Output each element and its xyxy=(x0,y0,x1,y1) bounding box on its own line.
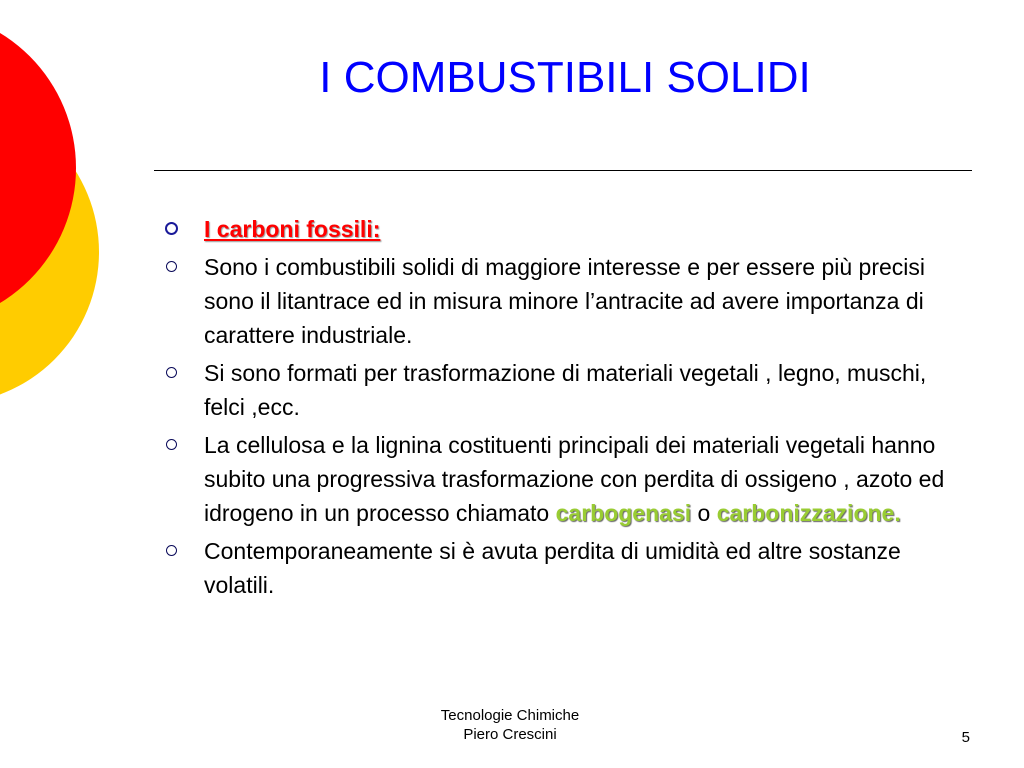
bullet-item xyxy=(160,428,970,530)
page-number: 5 xyxy=(961,729,970,746)
bullet-item xyxy=(160,356,970,424)
bullet-list xyxy=(160,212,970,606)
bullet-text: Si sono formati per trasformazione di materiali vegetali , legno, muschi, felci ,ecc. xyxy=(204,360,927,420)
term-carbonizzazione: carbonizzazione. xyxy=(716,500,901,526)
bullet-heading-text: I carboni fossili: xyxy=(204,216,381,242)
term-connector: o xyxy=(691,500,717,526)
bullet-text: Contemporaneamente si è avuta perdita di umidità ed altre sostanze volatili. xyxy=(204,538,901,598)
footer-author: Piero Crescini xyxy=(463,726,557,743)
bullet-circle-icon xyxy=(166,545,177,556)
bullet-circle-icon xyxy=(166,261,177,272)
slide-footer xyxy=(360,706,660,744)
bullet-circle-icon xyxy=(166,367,177,378)
bullet-item xyxy=(160,250,970,352)
bullet-text: Sono i combustibili solidi di maggiore interesse e per essere più precisi sono il litantrace ed in misura minore l’antracite ad avere importanza di carattere industriale. xyxy=(204,254,926,348)
footer-course: Tecnologie Chimiche xyxy=(440,707,580,724)
bullet-circle-icon xyxy=(166,439,177,450)
slide-title: I COMBUSTIBILI SOLIDI xyxy=(319,53,811,102)
title-divider xyxy=(154,170,972,171)
term-carbogenasi: carbogenasi xyxy=(555,500,692,526)
bullet-heading xyxy=(160,212,970,246)
bullet-text: La cellulosa e la lignina costituenti principali dei materiali vegetali hanno subito una progressiva trasformazione con perdita di ossigeno , azoto ed idrogeno in un processo chiamato xyxy=(204,432,945,526)
bullet-item xyxy=(160,534,970,602)
bullet-circle-icon xyxy=(165,222,178,235)
